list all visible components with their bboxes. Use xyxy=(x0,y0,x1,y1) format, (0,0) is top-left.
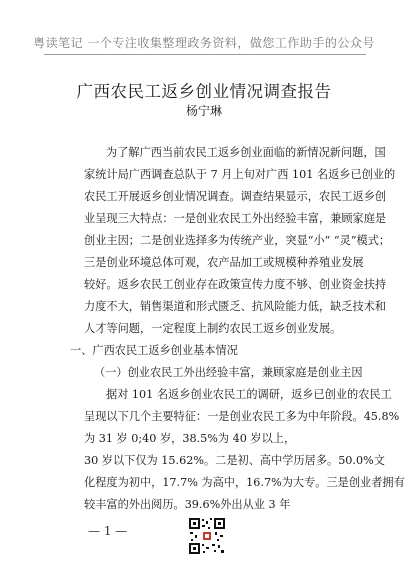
paragraph-line: 30 岁以下仅为 15.62%。二是初、高中学历居多。50.0%文 xyxy=(84,454,385,467)
paragraph-line: 呈现以下几个主要特征：一是创业农民工多为中年阶段。45.8% xyxy=(84,410,400,423)
paragraph-line: 为 31 岁 0;40 岁，38.5%为 40 岁以上， xyxy=(84,432,296,445)
subsection-heading: （一）创业农民工外出经验丰富，兼顾家庭是创业主因 xyxy=(94,366,363,379)
paragraph-line: 较丰富的外出阅历。39.6%外出从业 3 年 xyxy=(84,498,291,511)
paragraph-line: 为了解广西当前农民工返乡创业面临的新情况新问题，国 xyxy=(106,146,386,159)
paragraph-line: 据对 101 名返乡创业农民工的调研，返乡已创业的农民工 xyxy=(106,388,392,401)
section-heading: 一、广西农民工返乡创业基本情况 xyxy=(70,344,238,357)
paragraph-line: 家统计局广西调查总队于 7 月上旬对广西 101 名返乡已创业的 xyxy=(84,168,396,181)
page-number: — 1 — xyxy=(88,524,128,538)
paragraph-line: 三是创业环境总体可观，农产品加工或规模种养殖业发展 xyxy=(84,256,364,269)
paragraph-line: 化程度为初中，17.7% 为高中，16.7%为大专。三是创业者拥有 xyxy=(84,476,405,489)
paragraph-line: 农民工开展返乡创业情况调查。调查结果显示，农民工返乡创 xyxy=(84,190,387,203)
paragraph-line: 创业主因；二是创业选择多为传统产业，突显“小” “灵”模式； xyxy=(84,234,391,247)
qr-code-icon xyxy=(188,517,226,555)
body-text xyxy=(70,142,405,516)
header-banner: 粤读笔记 一个专注收集整理政务资料，做您工作助手的公众号 xyxy=(33,36,375,50)
paragraph-line: 人才等问题，一定程度上制约农民工返乡创业发展。 xyxy=(84,322,342,335)
paragraph-line: 业呈现三大特点：一是创业农民工外出经验丰富，兼顾家庭是 xyxy=(84,212,387,225)
header-divider xyxy=(44,54,366,55)
paragraph-line: 力度不大，销售渠道和形式匮乏、抗风险能力低，缺乏技术和 xyxy=(84,300,387,313)
paragraph-line: 较好。返乡农民工创业存在政策宣传力度不够、创业资金扶持 xyxy=(84,278,387,291)
document-title: 广西农民工返乡创业情况调查报告 xyxy=(76,82,332,101)
document-author: 杨宁琳 xyxy=(185,104,222,118)
